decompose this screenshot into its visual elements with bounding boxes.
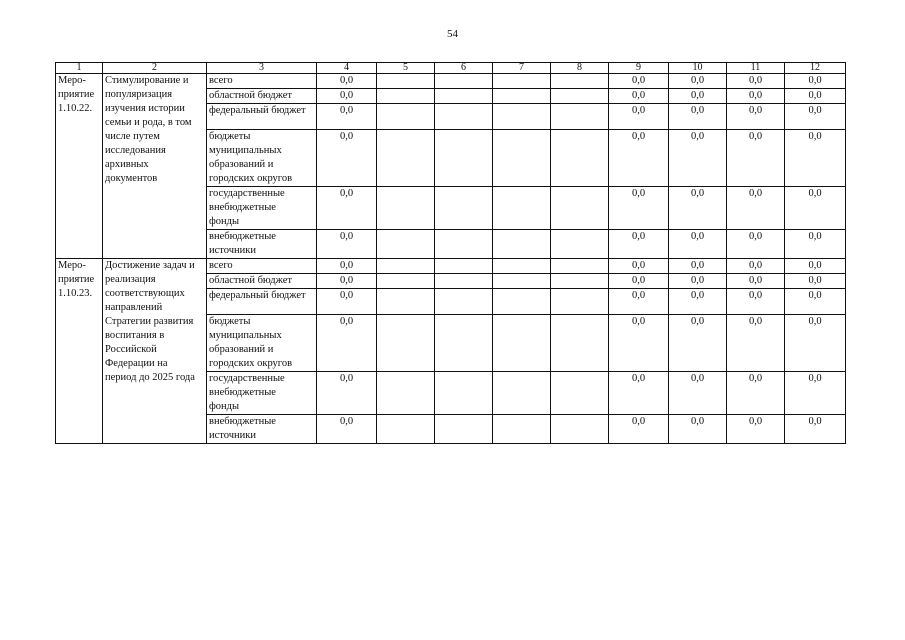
value-cell-col-11: 0,0	[727, 89, 785, 104]
value-cell-col-6	[435, 372, 493, 415]
table-row	[56, 259, 846, 274]
value-cell-col-12: 0,0	[785, 74, 846, 89]
value-cell-col-9: 0,0	[609, 89, 669, 104]
value-cell-col-11: 0,0	[727, 187, 785, 230]
value-cell-col-8	[551, 230, 609, 259]
funding-source-line: источники	[209, 245, 256, 256]
funding-source-federal-budget: федеральный бюджет	[207, 289, 317, 315]
value-cell-col-7	[493, 230, 551, 259]
value-cell-col-9: 0,0	[609, 187, 669, 230]
funding-source-extrabudget-sources	[207, 415, 317, 444]
page-number: 54	[447, 28, 458, 40]
value-cell-col-5	[377, 415, 435, 444]
value-cell-col-7	[493, 259, 551, 274]
value-cell-col-6	[435, 187, 493, 230]
value-cell-col-6	[435, 274, 493, 289]
value-cell-col-10: 0,0	[669, 274, 727, 289]
table-header-row	[56, 63, 846, 74]
value-cell-col-7	[493, 315, 551, 372]
value-cell-col-9: 0,0	[609, 289, 669, 315]
value-cell-col-7	[493, 274, 551, 289]
activity-title-line: изучения истории	[105, 103, 185, 114]
value-cell-col-7	[493, 415, 551, 444]
activity-code-line: 1.10.23.	[58, 288, 93, 299]
value-cell-col-6	[435, 89, 493, 104]
funding-source-regional-budget: областной бюджет	[207, 89, 317, 104]
funding-source-total: всего	[207, 259, 317, 274]
activity-title-cell	[103, 259, 207, 444]
value-cell-col-4: 0,0	[317, 74, 377, 89]
column-header: 4	[317, 63, 377, 74]
value-cell-col-4: 0,0	[317, 415, 377, 444]
value-cell-col-8	[551, 315, 609, 372]
value-cell-col-7	[493, 89, 551, 104]
value-cell-col-10: 0,0	[669, 230, 727, 259]
funding-source-line: внебюджетные	[209, 202, 276, 213]
column-header: 12	[785, 63, 846, 74]
value-cell-col-10: 0,0	[669, 372, 727, 415]
value-cell-col-9: 0,0	[609, 372, 669, 415]
value-cell-col-6	[435, 104, 493, 130]
value-cell-col-6	[435, 415, 493, 444]
funding-source-line: внебюджетные	[209, 387, 276, 398]
value-cell-col-9: 0,0	[609, 230, 669, 259]
funding-source-line: образований и	[209, 344, 274, 355]
column-header: 3	[207, 63, 317, 74]
value-cell-col-4: 0,0	[317, 259, 377, 274]
funding-source-line: городских округов	[209, 173, 293, 184]
value-cell-col-8	[551, 104, 609, 130]
activity-title-line: воспитания в	[105, 330, 165, 341]
value-cell-col-11: 0,0	[727, 74, 785, 89]
value-cell-col-11: 0,0	[727, 230, 785, 259]
value-cell-col-4: 0,0	[317, 104, 377, 130]
funding-source-line: фонды	[209, 401, 240, 412]
value-cell-col-10: 0,0	[669, 104, 727, 130]
value-cell-col-6	[435, 74, 493, 89]
value-cell-col-7	[493, 289, 551, 315]
budget-table	[55, 62, 846, 444]
funding-source-line: внебюджетные	[209, 231, 276, 242]
value-cell-col-11: 0,0	[727, 274, 785, 289]
value-cell-col-10: 0,0	[669, 259, 727, 274]
value-cell-col-8	[551, 372, 609, 415]
funding-source-state-extrabudget-funds	[207, 372, 317, 415]
value-cell-col-5	[377, 130, 435, 187]
value-cell-col-4: 0,0	[317, 187, 377, 230]
activity-title-line: период до 2025 года	[105, 372, 195, 383]
activity-title-line: семьи и рода, в том	[105, 117, 192, 128]
value-cell-col-12: 0,0	[785, 230, 846, 259]
activity-title-line: исследования	[105, 145, 166, 156]
funding-source-line: бюджеты	[209, 316, 251, 327]
value-cell-col-12: 0,0	[785, 274, 846, 289]
value-cell-col-8	[551, 89, 609, 104]
value-cell-col-9: 0,0	[609, 130, 669, 187]
column-header: 1	[56, 63, 103, 74]
value-cell-col-9: 0,0	[609, 104, 669, 130]
value-cell-col-5	[377, 74, 435, 89]
value-cell-col-9: 0,0	[609, 315, 669, 372]
value-cell-col-7	[493, 104, 551, 130]
value-cell-col-5	[377, 89, 435, 104]
activity-code-line: приятие	[58, 89, 95, 100]
value-cell-col-5	[377, 289, 435, 315]
activity-title-line: соответствующих	[105, 288, 185, 299]
value-cell-col-10: 0,0	[669, 187, 727, 230]
column-header: 2	[103, 63, 207, 74]
value-cell-col-4: 0,0	[317, 315, 377, 372]
value-cell-col-11: 0,0	[727, 315, 785, 372]
value-cell-col-4: 0,0	[317, 274, 377, 289]
funding-source-line: образований и	[209, 159, 274, 170]
activity-code-cell	[56, 259, 103, 444]
value-cell-col-6	[435, 289, 493, 315]
funding-source-federal-budget: федеральный бюджет	[207, 104, 317, 130]
value-cell-col-5	[377, 274, 435, 289]
value-cell-col-11: 0,0	[727, 104, 785, 130]
column-header: 5	[377, 63, 435, 74]
value-cell-col-4: 0,0	[317, 130, 377, 187]
funding-source-line: источники	[209, 430, 256, 441]
value-cell-col-5	[377, 259, 435, 274]
value-cell-col-8	[551, 415, 609, 444]
value-cell-col-9: 0,0	[609, 415, 669, 444]
value-cell-col-4: 0,0	[317, 230, 377, 259]
activity-code-line: Меро-	[58, 260, 86, 271]
value-cell-col-5	[377, 315, 435, 372]
value-cell-col-9: 0,0	[609, 259, 669, 274]
activity-title-cell	[103, 74, 207, 259]
table-row	[56, 74, 846, 89]
value-cell-col-12: 0,0	[785, 130, 846, 187]
funding-source-municipal-budgets	[207, 130, 317, 187]
value-cell-col-11: 0,0	[727, 130, 785, 187]
value-cell-col-6	[435, 315, 493, 372]
value-cell-col-7	[493, 187, 551, 230]
activity-title-line: архивных	[105, 159, 149, 170]
column-header: 7	[493, 63, 551, 74]
value-cell-col-10: 0,0	[669, 89, 727, 104]
value-cell-col-7	[493, 74, 551, 89]
activity-title-line: направлений	[105, 302, 163, 313]
activity-code-line: 1.10.22.	[58, 103, 93, 114]
value-cell-col-9: 0,0	[609, 274, 669, 289]
activity-code-line: приятие	[58, 274, 95, 285]
funding-source-line: муниципальных	[209, 145, 282, 156]
value-cell-col-12: 0,0	[785, 315, 846, 372]
value-cell-col-12: 0,0	[785, 372, 846, 415]
value-cell-col-5	[377, 372, 435, 415]
column-header: 9	[609, 63, 669, 74]
table-body	[56, 74, 846, 444]
activity-title-line: документов	[105, 173, 158, 184]
funding-source-line: городских округов	[209, 358, 293, 369]
value-cell-col-11: 0,0	[727, 415, 785, 444]
value-cell-col-10: 0,0	[669, 130, 727, 187]
value-cell-col-10: 0,0	[669, 415, 727, 444]
funding-source-state-extrabudget-funds	[207, 187, 317, 230]
value-cell-col-11: 0,0	[727, 259, 785, 274]
value-cell-col-10: 0,0	[669, 315, 727, 372]
column-header: 11	[727, 63, 785, 74]
value-cell-col-9: 0,0	[609, 74, 669, 89]
value-cell-col-5	[377, 230, 435, 259]
activity-title-line: Федерации на	[105, 358, 168, 369]
value-cell-col-10: 0,0	[669, 289, 727, 315]
activity-title-line: Достижение задач и	[105, 260, 195, 271]
activity-title-line: числе путем	[105, 131, 160, 142]
funding-source-line: бюджеты	[209, 131, 251, 142]
value-cell-col-11: 0,0	[727, 372, 785, 415]
column-header: 10	[669, 63, 727, 74]
value-cell-col-12: 0,0	[785, 104, 846, 130]
activity-title-line: реализация	[105, 274, 156, 285]
value-cell-col-6	[435, 130, 493, 187]
value-cell-col-8	[551, 289, 609, 315]
value-cell-col-6	[435, 259, 493, 274]
activity-title-line: Российской	[105, 344, 157, 355]
funding-source-extrabudget-sources	[207, 230, 317, 259]
value-cell-col-12: 0,0	[785, 259, 846, 274]
value-cell-col-12: 0,0	[785, 415, 846, 444]
value-cell-col-8	[551, 187, 609, 230]
value-cell-col-4: 0,0	[317, 372, 377, 415]
funding-source-line: государственные	[209, 188, 285, 199]
activity-title-line: популяризация	[105, 89, 173, 100]
value-cell-col-8	[551, 74, 609, 89]
value-cell-col-5	[377, 104, 435, 130]
funding-source-line: внебюджетные	[209, 416, 276, 427]
value-cell-col-4: 0,0	[317, 89, 377, 104]
value-cell-col-11: 0,0	[727, 289, 785, 315]
value-cell-col-12: 0,0	[785, 187, 846, 230]
activity-title-line: Стимулирование и	[105, 75, 189, 86]
value-cell-col-6	[435, 230, 493, 259]
value-cell-col-5	[377, 187, 435, 230]
value-cell-col-4: 0,0	[317, 289, 377, 315]
funding-source-line: государственные	[209, 373, 285, 384]
column-header: 6	[435, 63, 493, 74]
value-cell-col-8	[551, 274, 609, 289]
value-cell-col-8	[551, 130, 609, 187]
value-cell-col-7	[493, 372, 551, 415]
value-cell-col-10: 0,0	[669, 74, 727, 89]
column-header: 8	[551, 63, 609, 74]
funding-source-line: фонды	[209, 216, 240, 227]
activity-title-line: Стратегии развития	[105, 316, 194, 327]
value-cell-col-12: 0,0	[785, 89, 846, 104]
value-cell-col-7	[493, 130, 551, 187]
value-cell-col-8	[551, 259, 609, 274]
activity-code-cell	[56, 74, 103, 259]
funding-source-line: муниципальных	[209, 330, 282, 341]
value-cell-col-12: 0,0	[785, 289, 846, 315]
funding-source-total: всего	[207, 74, 317, 89]
funding-source-municipal-budgets	[207, 315, 317, 372]
funding-source-regional-budget: областной бюджет	[207, 274, 317, 289]
activity-code-line: Меро-	[58, 75, 86, 86]
